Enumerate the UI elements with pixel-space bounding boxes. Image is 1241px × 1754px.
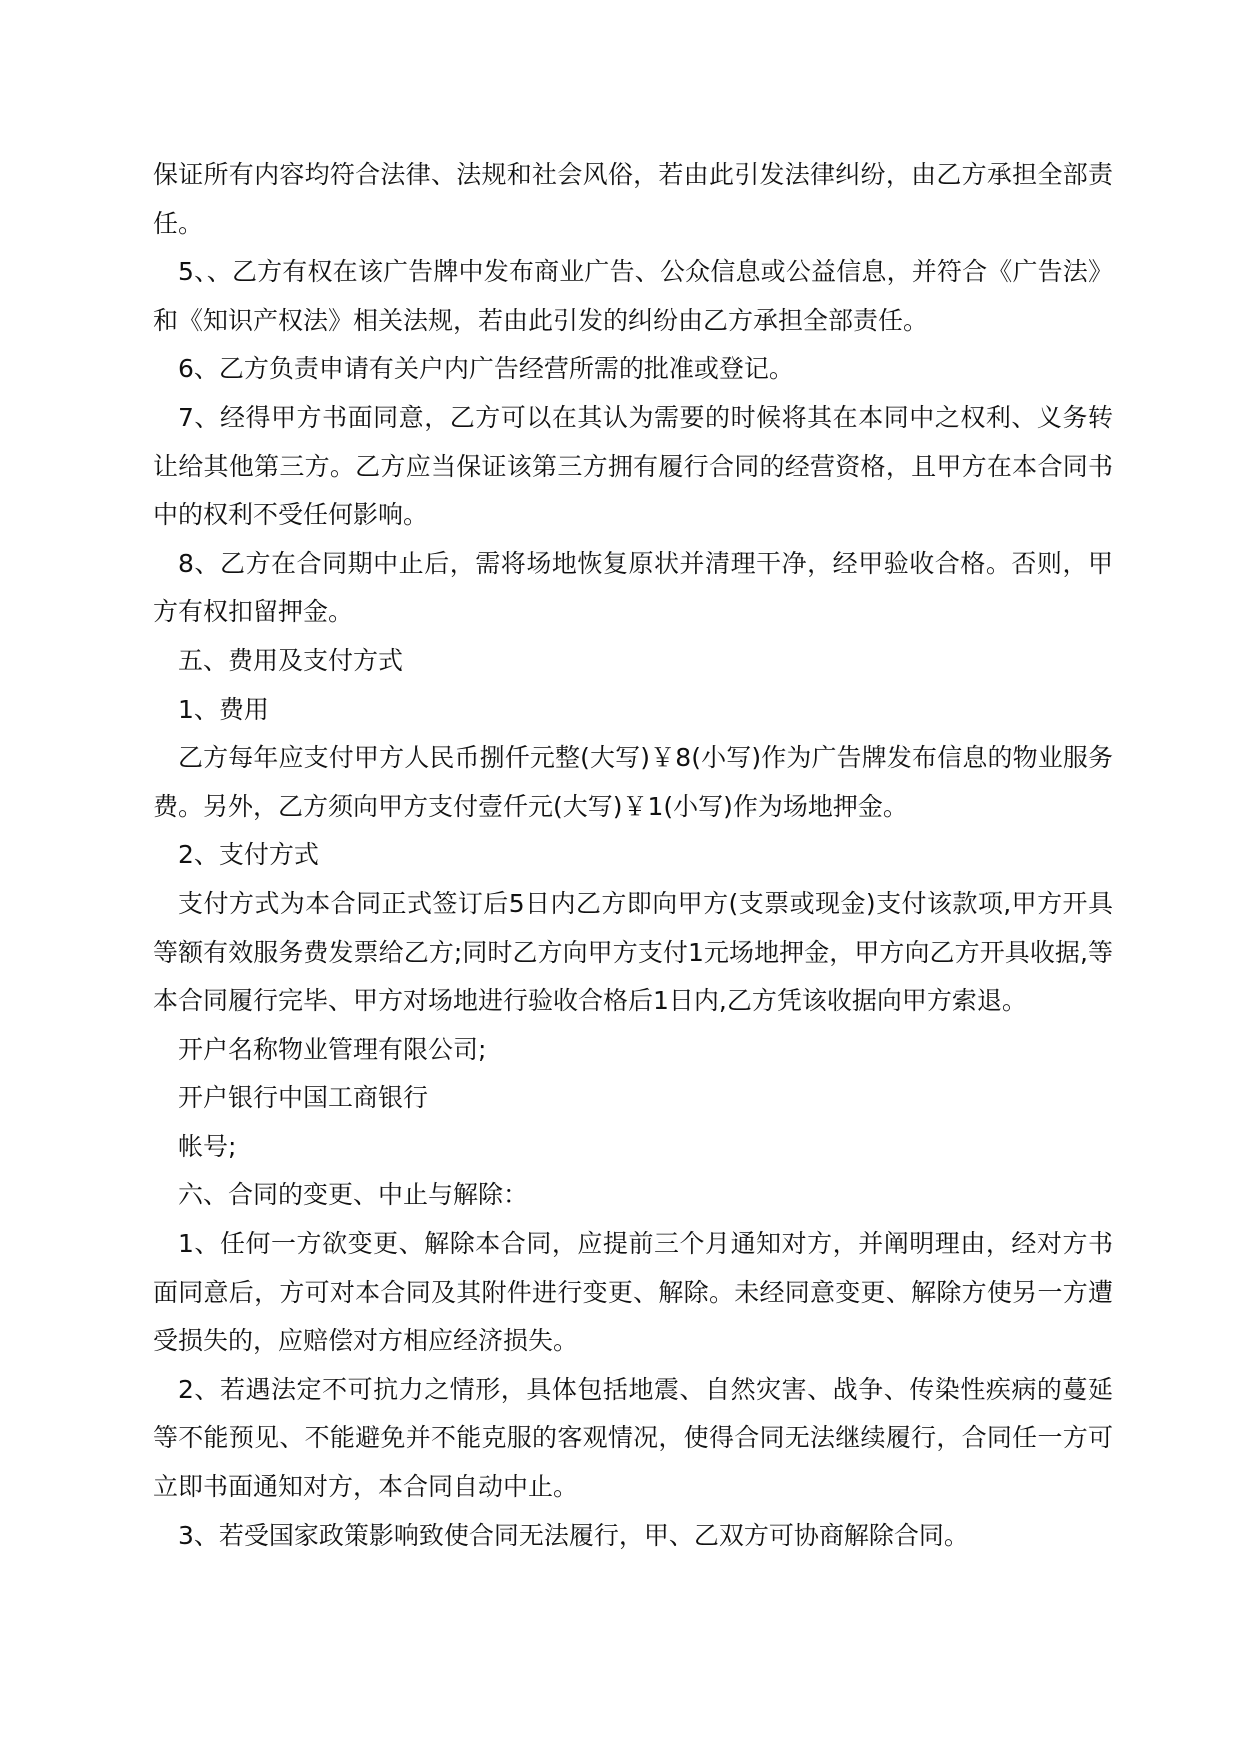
subheading-fees: 1、费用 <box>178 694 269 724</box>
paragraph-change-clause-3: 3、若受国家政策影响致使合同无法履行，甲、乙双方可协商解除合同。 <box>178 1520 969 1550</box>
account-number-line: 帐号; <box>178 1131 237 1161</box>
document-page <box>153 151 1113 1560</box>
subheading-payment-method: 2、支付方式 <box>178 840 319 870</box>
paragraph-clause-7: 7、经得甲方书面同意，乙方可以在其认为需要的时候将其在本同中之权利、义务转让给其他第三方。乙方应当保证该第三方拥有履行合同的经营资格，且甲方在本合同书中的权利不受任何影响。 <box>153 402 1113 530</box>
account-name-line: 开户名称物业管理有限公司; <box>178 1034 487 1064</box>
paragraph-change-clause-1: 1、任何一方欲变更、解除本合同，应提前三个月通知对方，并阐明理由，经对方书面同意后，方可对本合同及其附件进行变更、解除。未经同意变更、解除方使另一方遭受损失的，应赔偿对方相应经济损失。 <box>153 1229 1113 1356</box>
paragraph-clause-6: 6、乙方负责申请有关户内广告经营所需的批准或登记。 <box>178 354 794 384</box>
paragraph-change-clause-2: 2、若遇法定不可抗力之情形，具体包括地震、自然灾害、战争、传染性疾病的蔓延等不能预见、不能避免并不能克服的客观情况，使得合同无法继续履行，合同任一方可立即书面通知对方，本合同自动中止。 <box>153 1374 1113 1502</box>
paragraph-fee-amount: 乙方每年应支付甲方人民币捌仟元整(大写)￥8(小写)作为广告牌发布信息的物业服务费。另外，乙方须向甲方支付壹仟元(大写)￥1(小写)作为场地押金。 <box>153 743 1113 821</box>
paragraph-clause-5: 5、、乙方有权在该广告牌中发布商业广告、公众信息或公益信息，并符合《广告法》和《知识产权法》相关法规，若由此引发的纠纷由乙方承担全部责任。 <box>153 257 1113 335</box>
account-bank-line: 开户银行中国工商银行 <box>178 1083 429 1113</box>
paragraph-clause-8: 8、乙方在合同期中止后，需将场地恢复原状并清理干净，经甲验收合格。否则，甲方有权扣留押金。 <box>153 548 1113 627</box>
paragraph-responsibility-continued: 保证所有内容均符合法律、法规和社会风俗，若由此引发法律纠纷，由乙方承担全部责任。 <box>153 160 1113 238</box>
paragraph-payment-method: 支付方式为本合同正式签订后5日内乙方即向甲方(支票或现金)支付该款项,甲方开具等额有效服务费发票给乙方;同时乙方向甲方支付1元场地押金，甲方向乙方开具收据,等本合同履行完毕、甲方对场地进行验收合格后1日内,乙方凭该收据向甲方索退。 <box>153 888 1113 1016</box>
section-heading-fees: 五、费用及支付方式 <box>178 645 404 675</box>
section-heading-changes: 六、合同的变更、中止与解除： <box>178 1180 529 1210</box>
